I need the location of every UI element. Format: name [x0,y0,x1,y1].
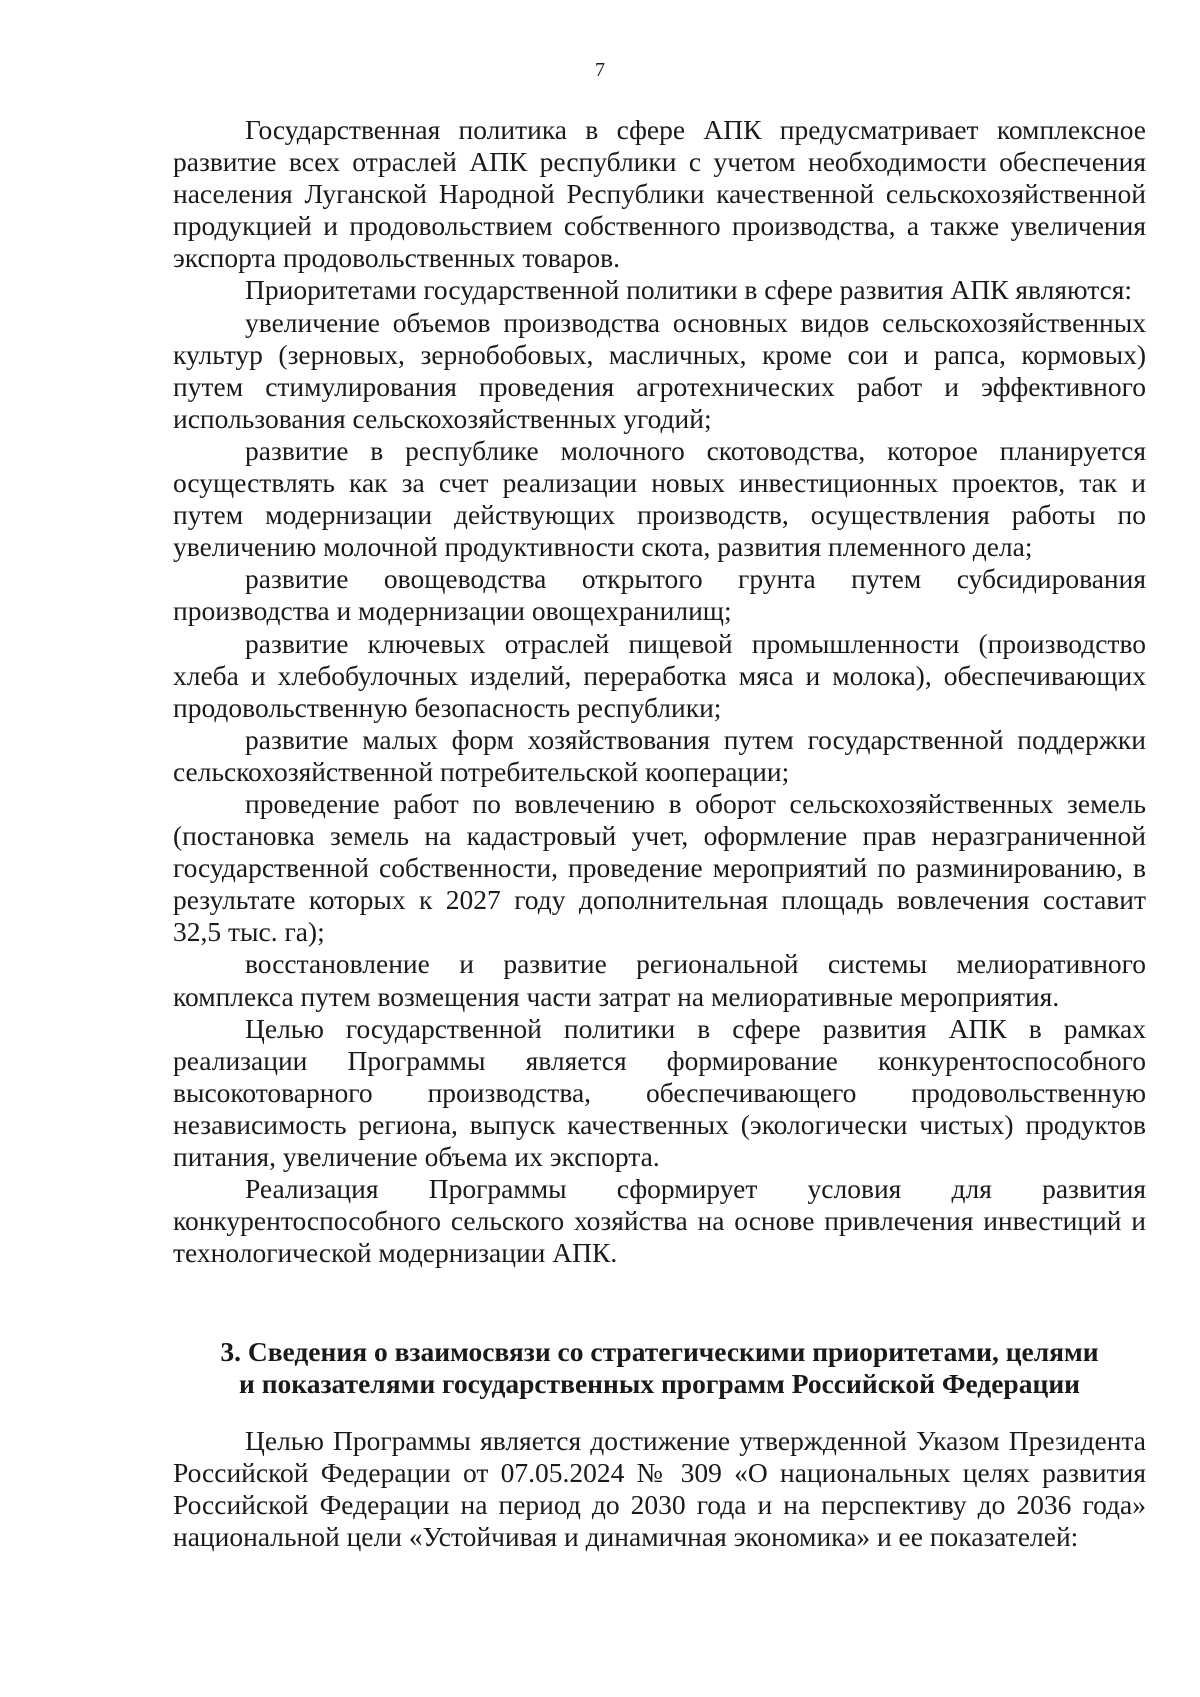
paragraph-state-policy: Государственная политика в сфере АПК предусматривает комплексное развитие всех отраслей АПК республики с учетом необходимости обеспечения населения Луганской Народной Республики качественной сельскохозяйственной продукцией и продовольствием собственного производства, а также увеличения экспорта продовольственных товаров. [173,114,1146,274]
paragraph-policy-goal: Целью государственной политики в сфере развития АПК в рамках реализации Программы является формирование конкурентоспособного высокотоварного производства, обеспечивающего продовольственную независимость региона, выпуск качественных (экологически чистых) продуктов питания, увеличение объема их экспорта. [173,1012,1146,1172]
section-body [173,1425,1146,1553]
section-heading-line-1: 3. Сведения о взаимосвязи со стратегическими приоритетами, целями [220,1336,1099,1367]
paragraph-program-goal: Целью Программы является достижение утвержденной Указом Президента Российской Федерации от 07.05.2024 № 309 «О национальных целях развития Российской Федерации на период до 2030 года и на перспективу до 2036 года» национальной цели «Устойчивая и динамичная экономика» и ее показателей: [173,1425,1146,1553]
paragraph-program-conditions: Реализация Программы сформирует условия для развития конкурентоспособного сельского хозяйства на основе привлечения инвестиций и технологической модернизации АПК. [173,1173,1146,1269]
paragraph-priority-vegetables: развитие овощеводства открытого грунта путем субсидирования производства и модернизации овощехранилищ; [173,563,1146,627]
paragraph-priority-dairy: развитие в республике молочного скотоводства, которое планируется осуществлять как за счет реализации новых инвестиционных проектов, так и путем модернизации действующих производств, осуществления работы по увеличению молочной продуктивности скота, развития племенного дела; [173,434,1146,563]
section-heading-line-2: и показателями государственных программ Российской Федерации [238,1368,1081,1399]
page-number: 7 [595,59,605,81]
paragraph-priority-melioration: восстановление и развитие региональной системы мелиоративного комплекса путем возмещения части затрат на мелиоративные мероприятия. [173,948,1146,1012]
paragraph-priorities-intro: Приоритетами государственной политики в сфере развития АПК являются: [245,274,1133,306]
body-text [173,114,1146,1269]
paragraph-priority-small-farms: развитие малых форм хозяйствования путем государственной поддержки сельскохозяйственной потребительской кооперации; [173,723,1146,787]
paragraph-priority-crops: увеличение объемов производства основных видов сельскохозяйственных культур (зерновых, зернобобовых, масличных, кроме сои и рапса, кормовых) путем стимулирования проведения агротехнических работ и эффективного использования сельскохозяйственных угодий; [173,306,1146,434]
section-heading [173,1336,1146,1400]
paragraph-priority-food-industry: развитие ключевых отраслей пищевой промышленности (производство хлеба и хлебобулочных изделий, переработка мяса и молока), обеспечивающих продовольственную безопасность республики; [173,627,1146,723]
paragraph-priority-land: проведение работ по вовлечению в оборот сельскохозяйственных земель (постановка земель на кадастровый учет, оформление прав неразграниченной государственной собственности, проведение мероприятий по разминированию, в результате которых к 2027 году дополнительная площадь вовлечения составит 32,5 тыс. га); [173,787,1146,948]
